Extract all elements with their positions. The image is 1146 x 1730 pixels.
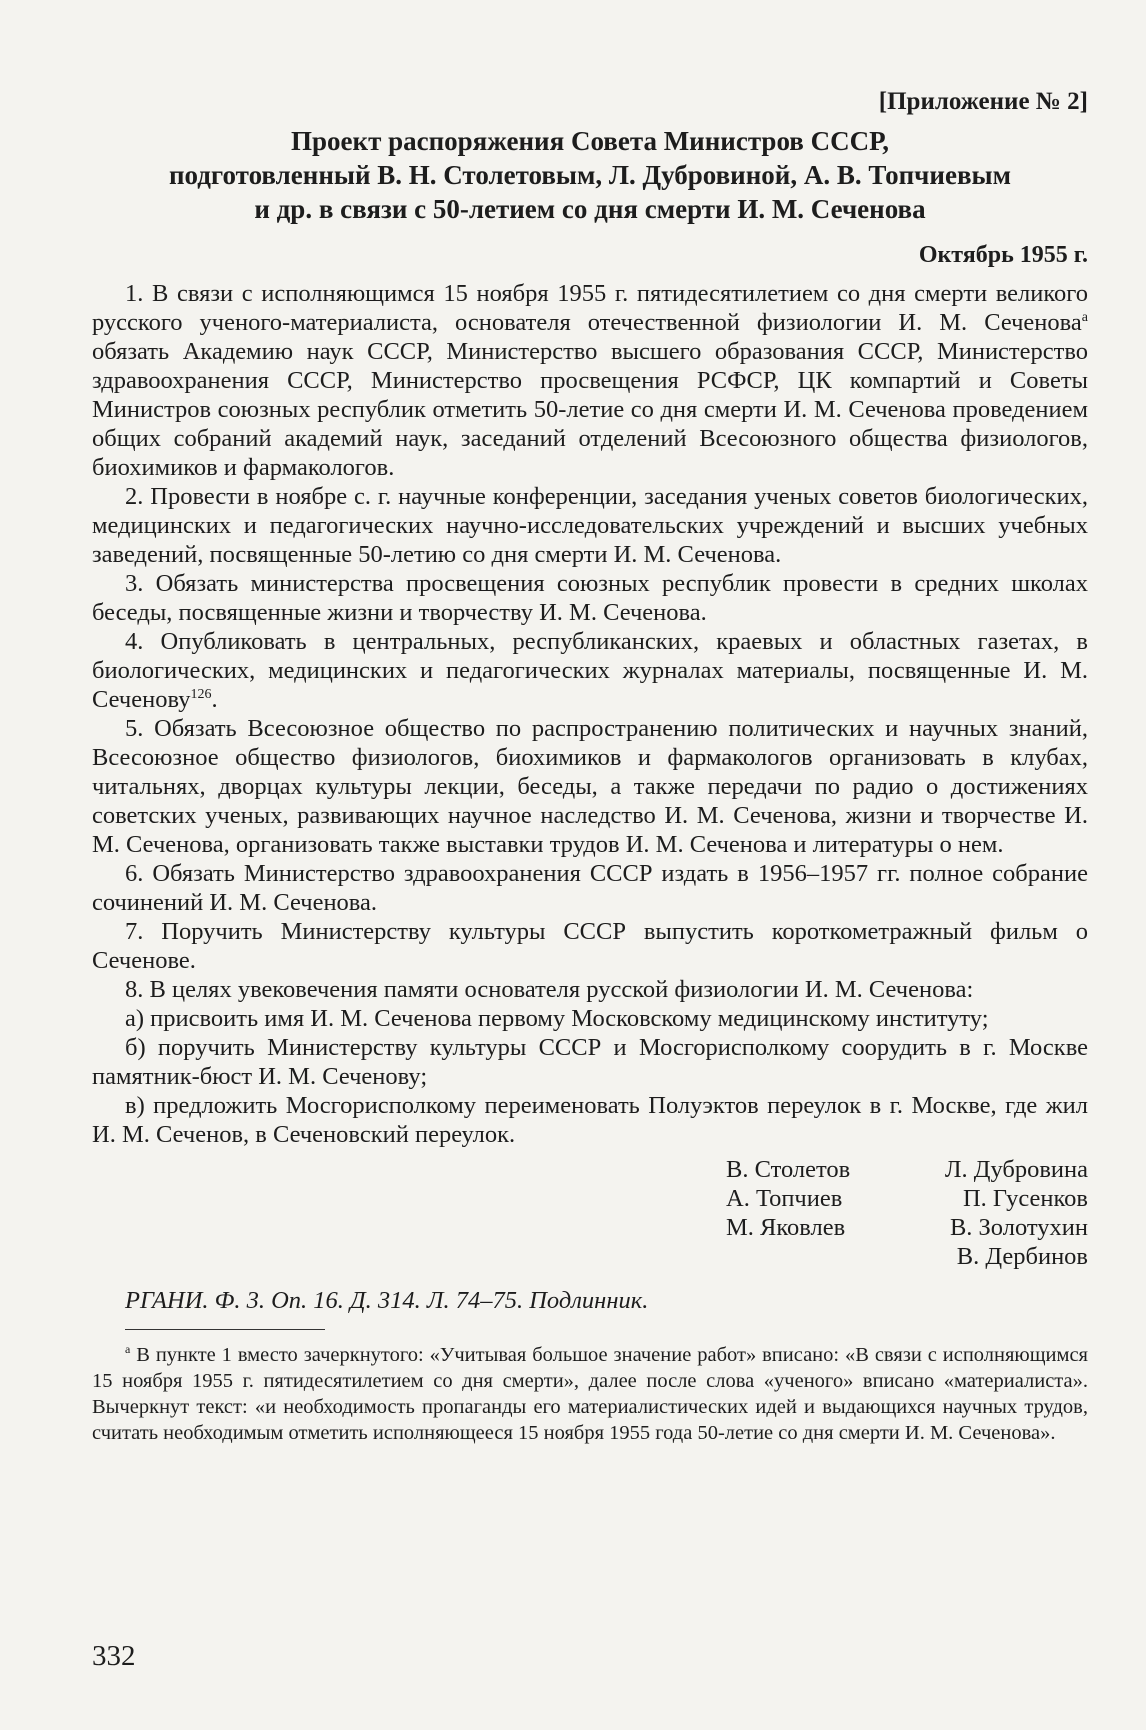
signature: Л. Дубровина (944, 1156, 1088, 1183)
paragraph-8: 8. В целях увековечения памяти основателя русской физиологии И. М. Сеченова: (125, 976, 974, 1003)
document-date: Октябрь 1955 г. (918, 242, 1088, 268)
paragraph-8c: в) предложить Мосгорисполкому переименовать Полуэктов переулок в г. Москве, где жил И. М. Сеченов, в Сеченовский переулок. (92, 1092, 1088, 1148)
archival-source: РГАНИ. Ф. 3. Оп. 16. Д. 314. Л. 74–75. Подлинник. (125, 1287, 649, 1314)
paragraph-8a: а) присвоить имя И. М. Сеченова первому Московскому медицинскому институту; (125, 1005, 989, 1032)
signatures-block (726, 1155, 1088, 1271)
signature: М. Яковлев (726, 1214, 846, 1241)
document-title (92, 124, 1088, 226)
paragraph-4: 4. Опубликовать в центральных, республиканских, краевых и областных газетах, в биологических, медицинских и педагогических журналах материалы, посвященные И. М. Сеченову$^{126}$. (92, 628, 1088, 713)
appendix-label: [Приложение № 2] (878, 88, 1088, 115)
paragraph-1: 1. В связи с исполняющимся 15 ноября 1955 г. пятидесятилетием со дня смерти великого русского ученого-материалиста, основателя отечественной физиологии И. М. Сеченова$^а$ обязать Академию наук СССР, Министерство высшего образования СССР, Министерство здравоохранения СССР, Министерство просвещения РСФСР, ЦК компартий и Советы Министров союзных республик отметить 50-летие со дня смерти И. М. Сеченова проведением общих собраний академий наук, заседаний отделений Всесоюзного общества физиологов, биохимиков и фармакологов. (92, 280, 1088, 481)
endnote-ref: 126 (190, 686, 212, 702)
title-line: подготовленный В. Н. Столетовым, Л. Дубровиной, А. В. Топчиевым (169, 160, 1011, 190)
footnote-mark: а (125, 1342, 131, 1357)
paragraph-5: 5. Обязать Всесоюзное общество по распространению политических и научных знаний, Всесоюзное общество физиологов, биохимиков и фармакологов организовать в клубах, читальнях, дворцах культуры лекции, беседы, а также передачи по радио о достижениях советских ученых, развивающих научное наследство И. М. Сеченова, жизни и творчестве И. М. Сеченова, организовать также выставки трудов И. М. Сеченова и литературы о нем. (92, 715, 1088, 858)
paragraph-8b: б) поручить Министерству культуры СССР и Мосгорисполкому соорудить в г. Москве памятник-бюст И. М. Сеченову; (92, 1034, 1088, 1090)
footnote: $^а$ В пункте 1 вместо зачеркнутого: «Учитывая большое значение работ» вписано: «В связи с исполняющимся 15 ноября 1955 г. пятидесятилетием со дня смерти», далее после слова «ученого» вписано «материалиста». Вычеркнут текст: «и необходимость пропаганды его материалистических идей и выдающихся научных трудов, считать необходимым отметить исполняющееся 15 ноября 1955 года 50-летие со дня смерти И. М. Сеченова». (92, 1342, 1088, 1444)
paragraph-7: 7. Поручить Министерству культуры СССР выпустить короткометражный фильм о Сеченове. (92, 918, 1088, 974)
title-line: и др. в связи с 50-летием со дня смерти И. М. Сеченова (254, 194, 926, 224)
signature: В. Дербинов (956, 1243, 1088, 1270)
paragraph-2: 2. Провести в ноябре с. г. научные конференции, заседания ученых советов биологических, медицинских и педагогических научно-исследовательских учреждений и высших учебных заведений, посвященные 50-летию со дня смерти И. М. Сеченова. (92, 483, 1088, 568)
signature: П. Гусенков (962, 1185, 1088, 1212)
footnote-ref: а (1081, 309, 1088, 325)
signature: В. Столетов (726, 1156, 851, 1183)
paragraph-6: 6. Обязать Министерство здравоохранения СССР издать в 1956–1957 гг. полное собрание сочинений И. М. Сеченова. (92, 860, 1088, 916)
title-line: Проект распоряжения Совета Министров СССР, (291, 126, 889, 156)
paragraph-3: 3. Обязать министерства просвещения союзных республик провести в средних школах беседы, посвященные жизни и творчеству И. М. Сеченова. (92, 570, 1088, 626)
page-number: 332 (92, 1640, 136, 1672)
signature: А. Топчиев (726, 1185, 843, 1212)
footnote-divider (125, 1329, 325, 1330)
document-page (92, 88, 1088, 1446)
signature: В. Золотухин (949, 1214, 1088, 1241)
signature (726, 1242, 916, 1271)
